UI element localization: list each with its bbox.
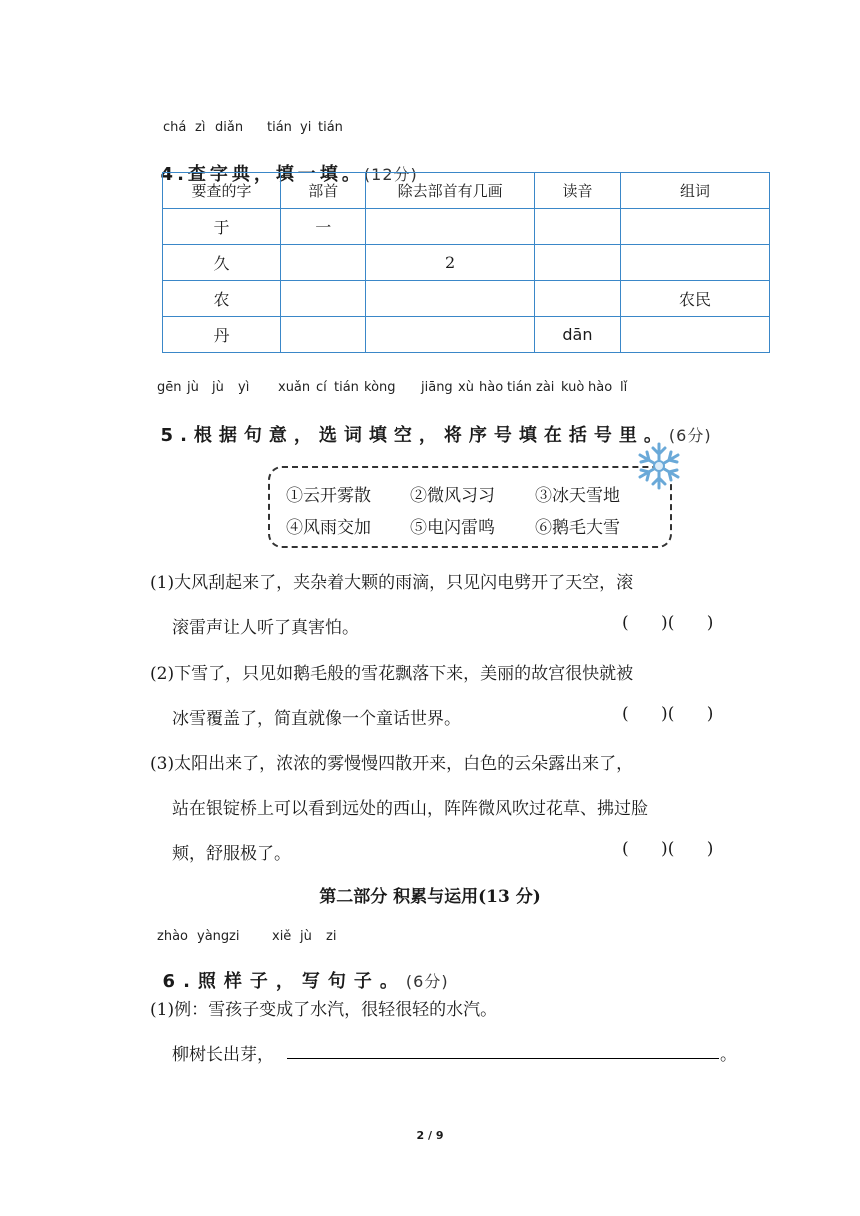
pinyin: jù	[300, 929, 312, 944]
pinyin: jù	[187, 380, 199, 395]
sentence-line: 冰雪覆盖了，简直就像一个童话世界。	[172, 709, 461, 729]
pinyin: jiāng	[421, 380, 453, 395]
table-cell: 一	[281, 209, 366, 245]
pinyin: diǎn	[215, 120, 244, 135]
answer-blanks[interactable]: ( )( )	[622, 839, 714, 859]
pinyin: tián	[318, 120, 343, 135]
example-sentence: (1)例：雪孩子变成了水汽，很轻很轻的水汽。	[150, 1000, 498, 1020]
sentence-line: 颊，舒服极了。	[172, 844, 291, 864]
table-cell: 农民	[621, 281, 770, 317]
table-cell[interactable]	[281, 281, 366, 317]
question-score: (6分)	[405, 972, 449, 991]
end-mark: 。	[720, 1045, 737, 1065]
table-cell: 农	[163, 281, 281, 317]
sentence-line: 滚雷声让人听了真害怕。	[172, 618, 359, 638]
table-row	[163, 317, 770, 353]
pinyin: yàng	[197, 929, 230, 944]
word-option: ④风雨交加	[286, 518, 371, 538]
question-score: (6分)	[668, 426, 712, 445]
table-cell[interactable]	[621, 209, 770, 245]
table-header-row	[163, 173, 770, 209]
table-cell[interactable]	[366, 209, 535, 245]
word-option: ②微风习习	[410, 486, 495, 506]
pinyin: zài	[536, 380, 555, 395]
dictionary-table	[162, 172, 770, 353]
pinyin: xiě	[272, 929, 292, 944]
table-cell[interactable]	[366, 281, 535, 317]
table-header: 读音	[534, 173, 620, 209]
table-cell[interactable]	[534, 245, 620, 281]
pinyin: hào	[479, 380, 504, 395]
pinyin: gēn	[157, 380, 182, 395]
table-header: 除去部首有几画	[366, 173, 535, 209]
table-header: 组词	[621, 173, 770, 209]
table-cell: 2	[366, 245, 535, 281]
pinyin: jù	[212, 380, 224, 395]
pinyin: zi	[229, 929, 240, 944]
table-cell[interactable]	[366, 317, 535, 353]
pinyin: zhào	[157, 929, 188, 944]
pinyin: zi	[326, 929, 337, 944]
pinyin: cí	[316, 380, 327, 395]
table-row	[163, 245, 770, 281]
pinyin: tián	[334, 380, 359, 395]
pinyin: tián	[507, 380, 532, 395]
question-number: 6.	[162, 971, 198, 992]
question-number: 5.	[160, 425, 194, 446]
word-option: ①云开雾散	[286, 486, 371, 506]
pinyin: xù	[458, 380, 474, 395]
pinyin: yì	[238, 380, 250, 395]
pinyin: zì	[195, 120, 206, 135]
q5-heading	[134, 400, 712, 447]
section-title: 第二部分 积累与运用(13 分)	[319, 887, 541, 907]
pinyin: chá	[163, 120, 187, 135]
word-option: ⑥鹅毛大雪	[535, 518, 620, 538]
pinyin: kòng	[364, 380, 396, 395]
question-score: (12分)	[363, 165, 418, 184]
sentence-line: (3)太阳出来了，浓浓的雾慢慢四散开来，白色的云朵露出来了，	[150, 754, 634, 774]
question-title: 根据句意，选词填空，将序号填在括号里。	[193, 425, 669, 446]
table-cell[interactable]	[281, 245, 366, 281]
pinyin: hào	[588, 380, 613, 395]
table-cell: 久	[163, 245, 281, 281]
table-cell[interactable]	[281, 317, 366, 353]
pinyin: tián	[267, 120, 292, 135]
word-option: ③冰天雪地	[535, 486, 620, 506]
prompt-text: 柳树长出芽，	[172, 1045, 274, 1065]
q6-heading	[134, 946, 449, 993]
answer-blanks[interactable]: ( )( )	[622, 704, 714, 724]
sentence-line: (2)下雪了，只见如鹅毛般的雪花飘落下来，美丽的故宫很快就被	[150, 664, 634, 684]
sentence-line: 站在银锭桥上可以看到远处的西山，阵阵微风吹过花草、拂过脸	[172, 799, 648, 819]
answer-blanks[interactable]: ( )( )	[622, 613, 714, 633]
word-option: ⑤电闪雷鸣	[410, 518, 495, 538]
table-cell: 于	[163, 209, 281, 245]
dictionary-table-wrap	[150, 160, 770, 370]
pinyin: xuǎn	[278, 380, 311, 395]
table-header: 要查的字	[163, 173, 281, 209]
answer-line[interactable]	[287, 1058, 719, 1059]
table-header: 部首	[281, 173, 366, 209]
table-cell[interactable]	[621, 317, 770, 353]
table-row	[163, 209, 770, 245]
pinyin: lǐ	[620, 380, 628, 395]
pinyin: yi	[300, 120, 312, 135]
pinyin: kuò	[561, 380, 585, 395]
page-number: 2 / 9	[416, 1129, 444, 1142]
question-title: 查字典，填一填。	[187, 164, 364, 185]
table-cell[interactable]	[621, 245, 770, 281]
table-cell[interactable]	[534, 209, 620, 245]
question-title: 照样子，写句子。	[197, 971, 406, 992]
question-number: 4.	[160, 164, 188, 185]
table-cell[interactable]	[534, 281, 620, 317]
sentence-line: (1)大风刮起来了，夹杂着大颗的雨滴，只见闪电劈开了天空，滚	[150, 573, 634, 593]
table-cell: 丹	[163, 317, 281, 353]
table-row	[163, 281, 770, 317]
table-cell: dān	[534, 317, 620, 353]
snowflake-icon	[633, 440, 685, 492]
